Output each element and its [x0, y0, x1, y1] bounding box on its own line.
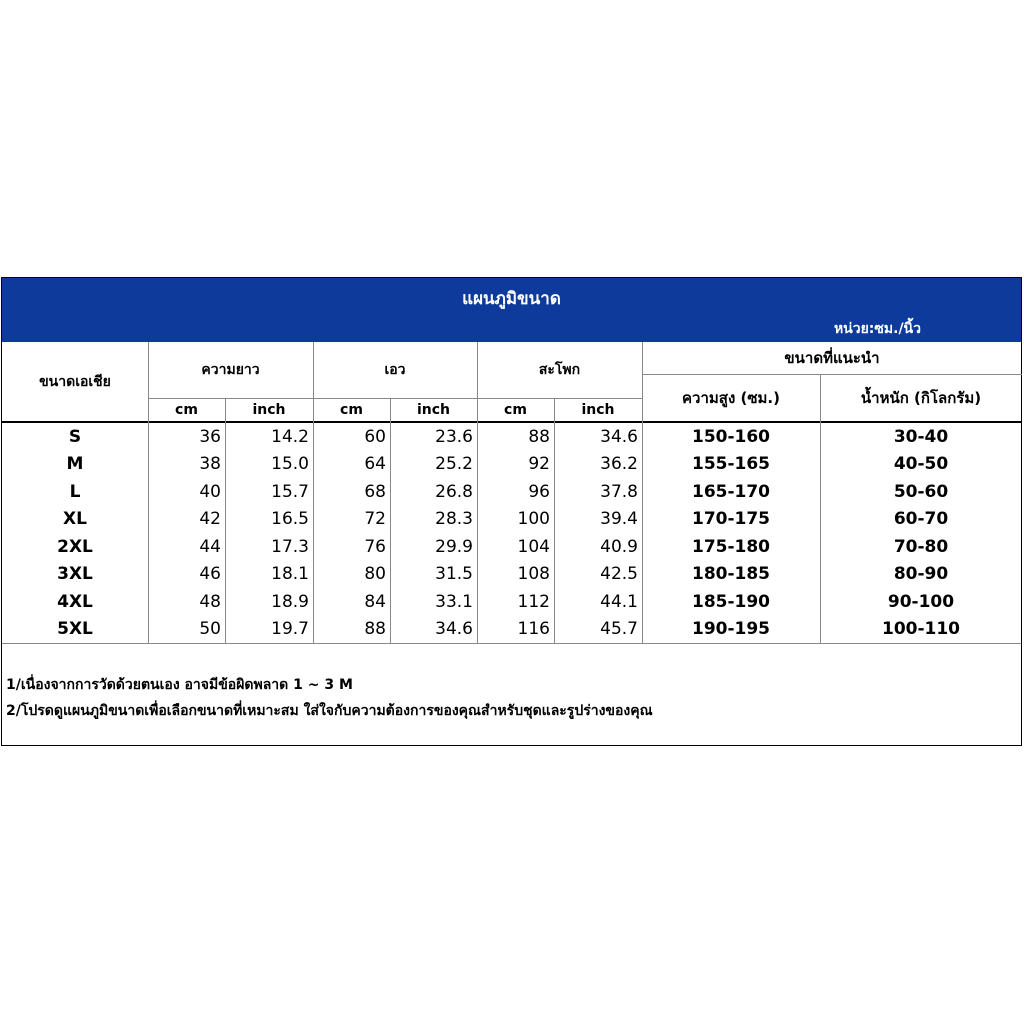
length-cm-cell: 38 [199, 454, 221, 474]
weight-cell: 30-40 [893, 426, 949, 447]
length-cm-cell: 50 [199, 619, 221, 639]
waist-cm-cell: 88 [364, 619, 386, 639]
length-cm-cell: 44 [199, 536, 221, 557]
hip-inch-cell: 37.8 [600, 481, 638, 502]
hip-cm-cell: 104 [517, 536, 550, 557]
length-inch-cell: 16.5 [271, 509, 309, 529]
size-cell: XL [63, 509, 87, 529]
hip-cm-cell: 96 [528, 481, 550, 502]
length-inch-cell: 19.7 [271, 619, 309, 639]
header-hip: สะโพก [538, 362, 581, 378]
hip-inch-cell: 45.7 [600, 619, 638, 639]
weight-cell: 90-100 [887, 591, 955, 612]
chart-banner [2, 278, 1021, 342]
waist-inch-cell: 34.6 [435, 619, 473, 639]
length-inch-cell: 14.2 [271, 426, 309, 447]
header-length-cm: cm [175, 401, 198, 418]
note-1: 1/เนื่องจากการวัดด้วยตนเอง อาจมีข้อผิดพลาด 1 ~ 3 M [6, 677, 353, 693]
column-divider [313, 342, 314, 643]
size-cell: L [69, 481, 81, 502]
waist-cm-cell: 76 [364, 536, 386, 557]
length-cm-cell: 40 [199, 481, 221, 502]
waist-cm-cell: 72 [364, 509, 386, 529]
size-cell: 3XL [57, 564, 93, 584]
unit-note: หน่วย:ซม./นิ้ว [833, 321, 921, 337]
waist-cm-cell: 80 [364, 564, 386, 584]
notes [6, 672, 653, 724]
hip-cm-cell: 100 [517, 509, 550, 529]
size-cell: S [68, 426, 82, 447]
column-divider [225, 398, 226, 643]
length-cm-cell: 48 [199, 591, 221, 612]
header-weight: น้ำหนัก (กิโลกรัม) [860, 388, 982, 407]
waist-cm-cell: 68 [364, 481, 386, 502]
height-cell: 150-160 [691, 426, 771, 447]
column-divider [390, 398, 391, 643]
hip-inch-cell: 34.6 [600, 426, 638, 447]
hip-cm-cell: 92 [528, 454, 550, 474]
height-cell: 165-170 [691, 481, 771, 502]
weight-cell: 60-70 [893, 509, 949, 529]
header-height: ความสูง (ซม.) [682, 388, 780, 407]
header-waist-cm: cm [340, 401, 363, 418]
weight-cell: 50-60 [893, 481, 949, 502]
waist-inch-cell: 25.2 [435, 454, 473, 474]
size-cell: 4XL [57, 591, 93, 612]
length-inch-cell: 17.3 [271, 536, 309, 557]
weight-cell: 40-50 [893, 454, 949, 474]
length-inch-cell: 18.1 [271, 564, 309, 584]
length-inch-cell: 15.0 [271, 454, 309, 474]
waist-cm-cell: 60 [364, 426, 386, 447]
waist-inch-cell: 31.5 [435, 564, 473, 584]
size-cell: 2XL [57, 536, 93, 557]
chart-title: แผนภูมิขนาด [462, 289, 561, 309]
header-length-inch: inch [252, 401, 286, 418]
weight-cell: 80-90 [893, 564, 949, 584]
hip-cm-cell: 108 [517, 564, 550, 584]
length-inch-cell: 15.7 [271, 481, 309, 502]
column-divider [820, 374, 821, 643]
size-chart [1, 277, 1022, 746]
header-waist: เอว [384, 362, 406, 378]
waist-inch-cell: 29.9 [435, 536, 473, 557]
height-cell: 155-165 [691, 454, 771, 474]
hip-cm-cell: 88 [528, 426, 550, 447]
header-hip-cm: cm [504, 401, 527, 418]
height-cell: 170-175 [691, 509, 771, 529]
header-length: ความยาว [201, 362, 260, 378]
hip-inch-cell: 42.5 [600, 564, 638, 584]
length-cm-cell: 42 [199, 509, 221, 529]
height-cell: 175-180 [691, 536, 771, 557]
waist-inch-cell: 33.1 [435, 591, 473, 612]
column-divider [477, 342, 478, 643]
size-cell: 5XL [57, 619, 93, 639]
hip-cm-cell: 112 [517, 591, 550, 612]
hip-inch-cell: 44.1 [600, 591, 638, 612]
height-cell: 180-185 [691, 564, 771, 584]
waist-inch-cell: 28.3 [435, 509, 473, 529]
note-2: 2/โปรดดูแผนภูมิขนาดเพื่อเลือกขนาดที่เหมาะสม ใส่ใจกับความต้องการของคุณสำหรับชุดและรูปร่างของคุณ [6, 703, 653, 719]
header-hip-inch: inch [581, 401, 615, 418]
header-recommended: ขนาดที่แนะนำ [784, 349, 880, 367]
length-cm-cell: 46 [199, 564, 221, 584]
hip-inch-cell: 39.4 [600, 509, 638, 529]
height-cell: 190-195 [691, 619, 771, 639]
weight-cell: 70-80 [893, 536, 949, 557]
waist-cm-cell: 84 [364, 591, 386, 612]
column-divider [554, 398, 555, 643]
weight-cell: 100-110 [881, 619, 961, 639]
hip-cm-cell: 116 [517, 619, 550, 639]
column-divider [148, 342, 149, 643]
size-cell: M [66, 454, 84, 474]
length-inch-cell: 18.9 [271, 591, 309, 612]
table-bottom-line [2, 643, 1021, 644]
header-waist-inch: inch [416, 401, 451, 418]
hip-inch-cell: 36.2 [600, 454, 638, 474]
waist-cm-cell: 64 [364, 454, 386, 474]
hip-inch-cell: 40.9 [600, 536, 638, 557]
waist-inch-cell: 26.8 [435, 481, 473, 502]
waist-inch-cell: 23.6 [435, 426, 473, 447]
height-cell: 185-190 [691, 591, 771, 612]
header-size: ขนาดเอเชีย [39, 373, 111, 390]
length-cm-cell: 36 [199, 426, 221, 447]
column-divider [642, 342, 643, 643]
